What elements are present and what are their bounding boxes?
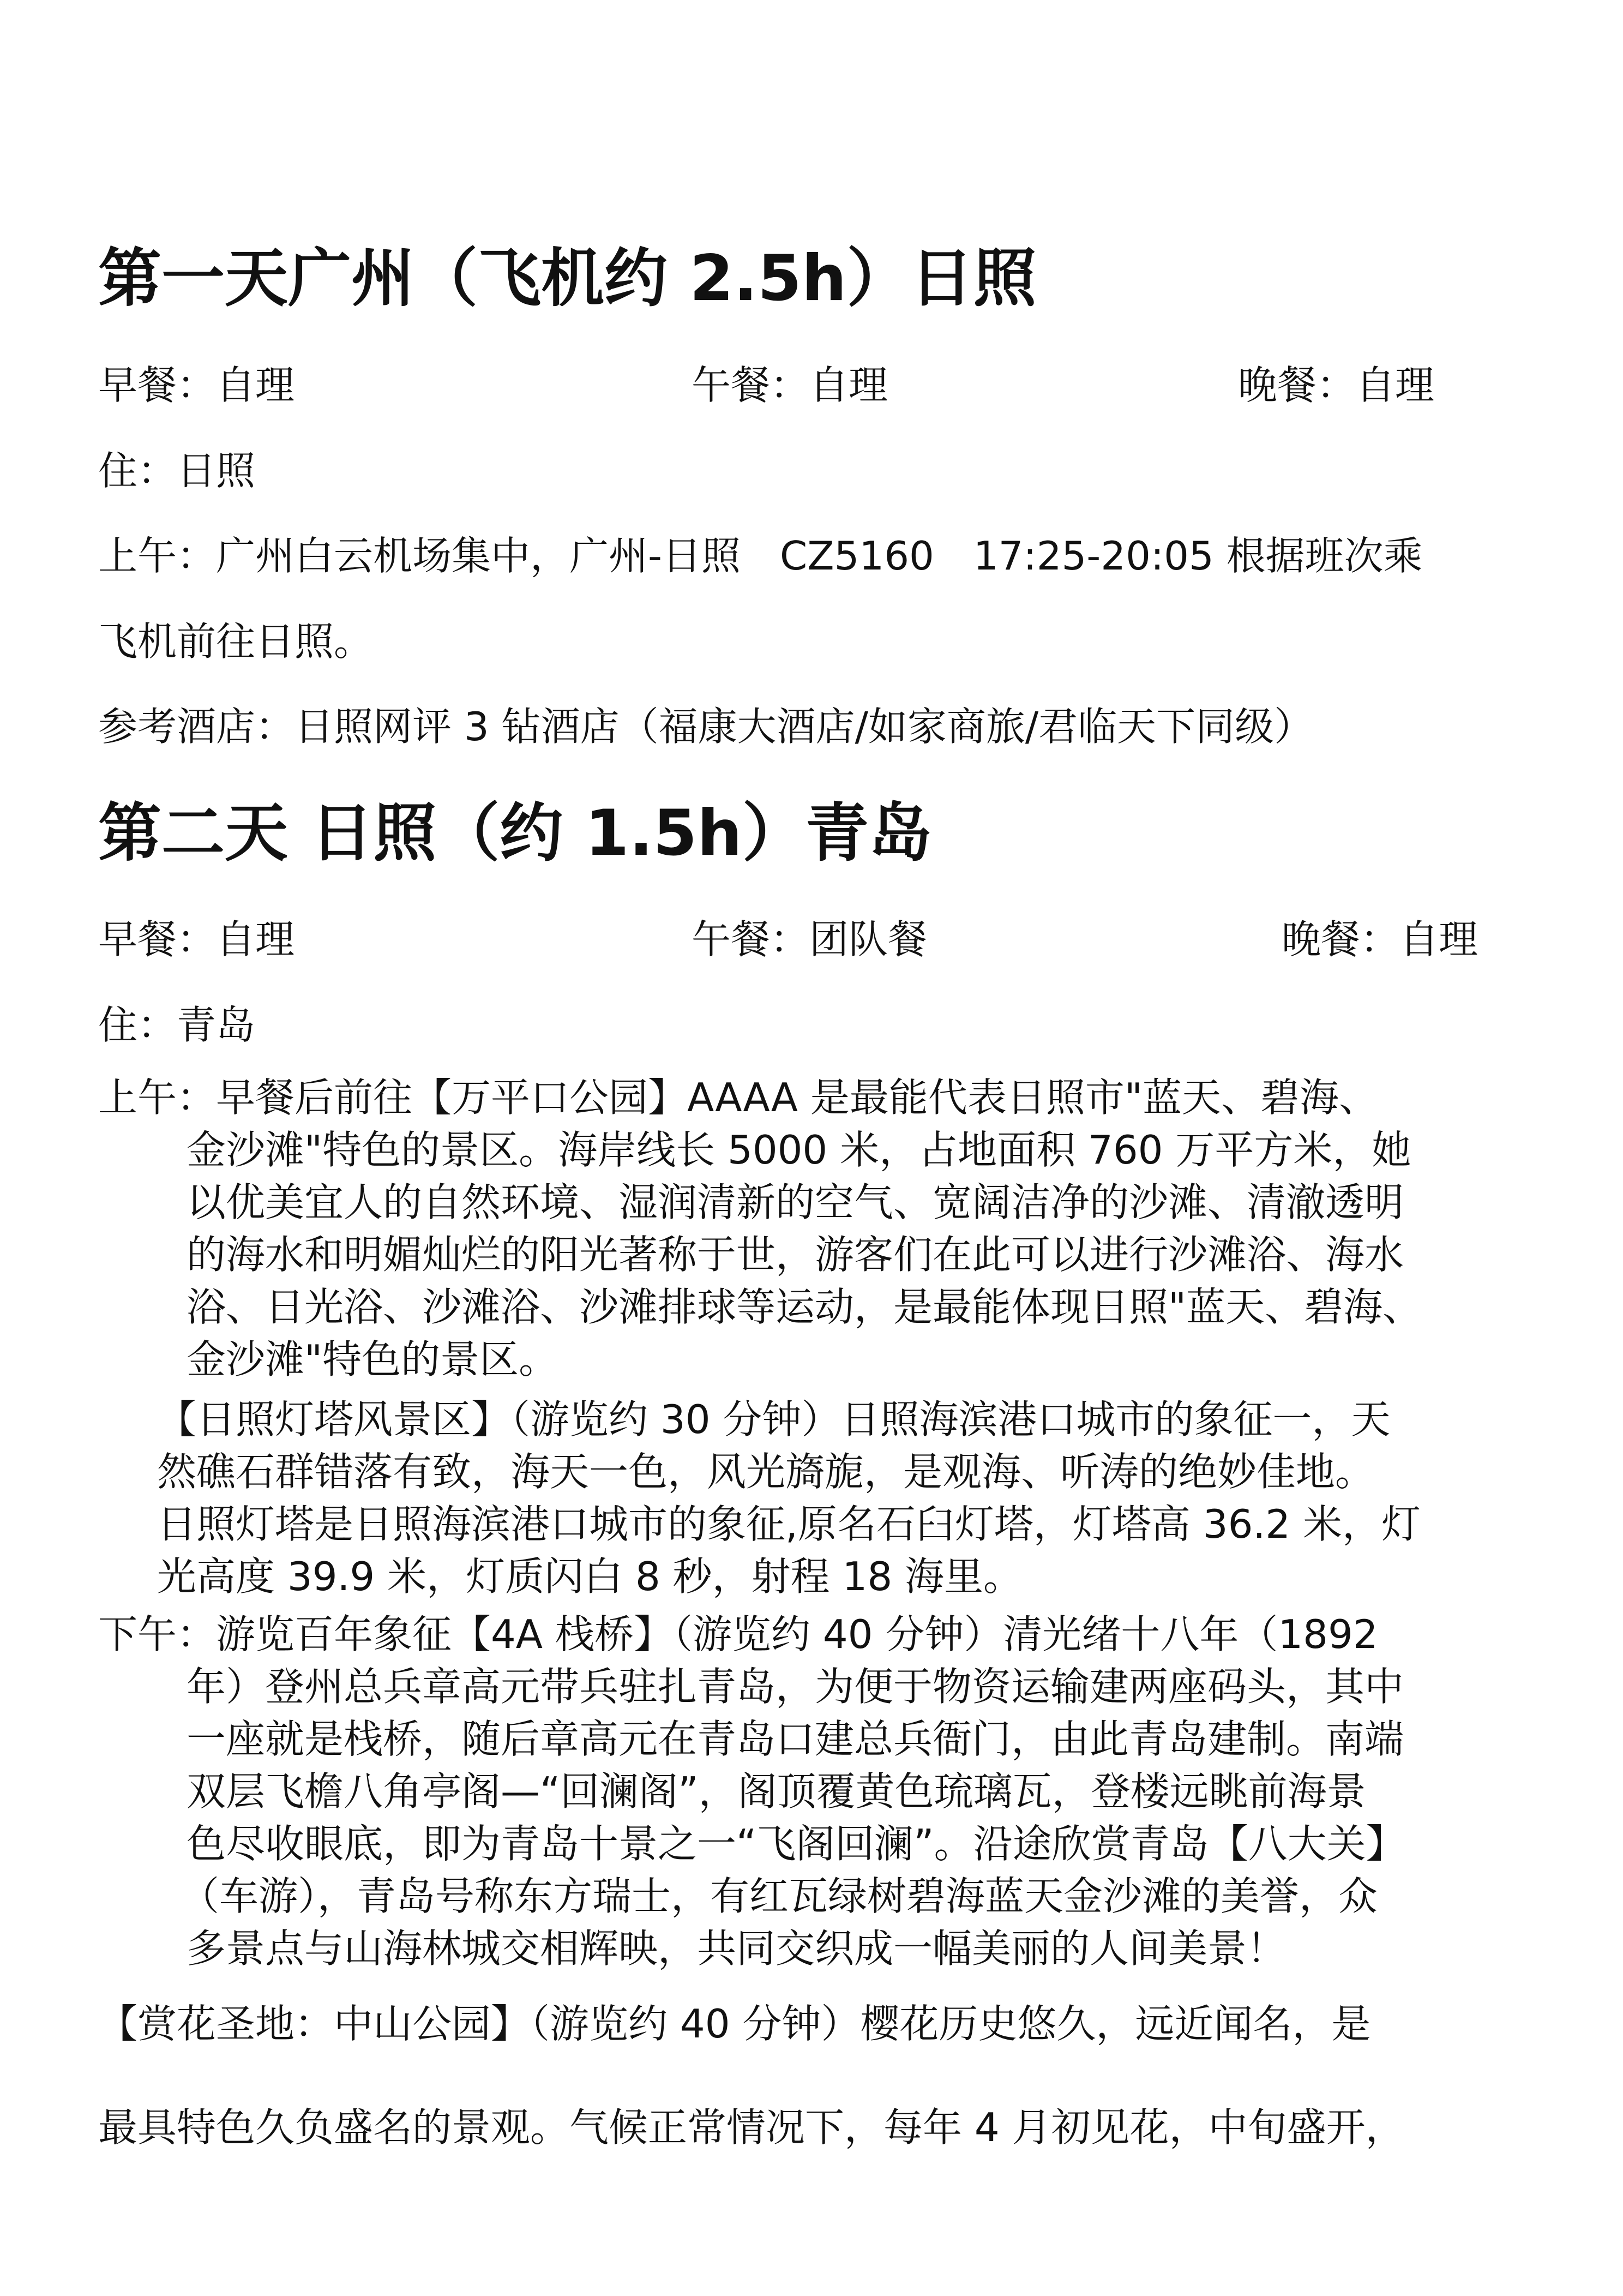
day1-stay: 住：日照	[98, 448, 256, 494]
day1-dinner: 晚餐：自理	[1238, 362, 1435, 408]
day1-hotel: 参考酒店：日照网评 3 钻酒店（福康大酒店/如家商旅/君临天下同级）	[98, 704, 1314, 750]
day2-morning-line: 的海水和明媚灿烂的阳光著称于世，游客们在此可以进行沙滩浴、海水	[187, 1232, 1404, 1278]
day2-morning-line: 浴、日光浴、沙滩浴、沙滩排球等运动，是最能体现日照"蓝天、碧海、	[187, 1284, 1422, 1330]
day2-afternoon-line: 年）登州总兵章高元带兵驻扎青岛，为便于物资运输建两座码头，其中	[187, 1664, 1404, 1710]
day2-afternoon-line: 双层飞檐八角亭阁—“回澜阁”，阁顶覆黄色琉璃瓦，登楼远眺前海景	[187, 1769, 1366, 1814]
day2-lighthouse-line: 然礁石群错落有致，海天一色，风光旖旎，是观海、听涛的绝妙佳地。	[157, 1449, 1375, 1495]
day1-morning-line: 飞机前往日照。	[98, 619, 374, 664]
day2-park-line: 【赏花圣地：中山公园】（游览约 40 分钟）樱花历史悠久，远近闻名，是	[98, 2001, 1371, 2047]
day2-afternoon-line: 色尽收眼底，即为青岛十景之一“飞阁回澜”。沿途欣赏青岛【八大关】	[187, 1821, 1405, 1867]
day2-heading: 第二天 日照（约 1.5h）青岛	[98, 796, 932, 870]
day2-morning-line: 金沙滩"特色的景区。	[187, 1336, 558, 1382]
day2-lighthouse-line: 日照灯塔是日照海滨港口城市的象征,原名石臼灯塔，灯塔高 36.2 米，灯	[157, 1501, 1421, 1547]
day2-lunch: 午餐：团队餐	[692, 916, 928, 962]
day1-breakfast: 早餐：自理	[98, 362, 295, 408]
day2-morning-line: 以优美宜人的自然环境、湿润清新的空气、宽阔洁净的沙滩、清澈透明	[187, 1179, 1404, 1225]
day2-stay: 住：青岛	[98, 1002, 256, 1048]
day1-lunch: 午餐：自理	[692, 362, 888, 408]
day2-lighthouse-line: 【日照灯塔风景区】（游览约 30 分钟）日照海滨港口城市的象征一，天	[157, 1396, 1391, 1442]
day1-heading: 第一天广州（飞机约 2.5h）日照	[98, 242, 1037, 315]
day2-dinner: 晚餐：自理	[1282, 916, 1478, 962]
day2-afternoon-line: 下午：游览百年象征【4A 栈桥】（游览约 40 分钟）清光绪十八年（1892	[98, 1611, 1378, 1657]
day2-lighthouse-line: 光高度 39.9 米，灯质闪白 8 秒，射程 18 海里。	[157, 1554, 1023, 1599]
day2-afternoon-line: 多景点与山海林城交相辉映，共同交织成一幅美丽的人间美景！	[187, 1926, 1287, 1971]
day2-afternoon-line: （车游），青岛号称东方瑞士，有红瓦绿树碧海蓝天金沙滩的美誉，众	[180, 1873, 1378, 1919]
day1-morning-line: 上午：广州白云机场集中，广州-日照 CZ5160 17:25-20:05 根据班次乘	[98, 533, 1423, 579]
day2-breakfast: 早餐：自理	[98, 916, 295, 962]
day2-afternoon-line: 一座就是栈桥，随后章高元在青岛口建总兵衙门，由此青岛建制。南端	[187, 1716, 1404, 1762]
day2-morning-line: 金沙滩"特色的景区。海岸线长 5000 米，占地面积 760 万平方米，她	[187, 1127, 1411, 1173]
day2-park-line: 最具特色久负盛名的景观。气候正常情况下，每年 4 月初见花，中旬盛开，	[98, 2105, 1405, 2150]
day2-morning-line: 上午：早餐后前往【万平口公园】AAAA 是最能代表日照市"蓝天、碧海、	[98, 1075, 1379, 1120]
